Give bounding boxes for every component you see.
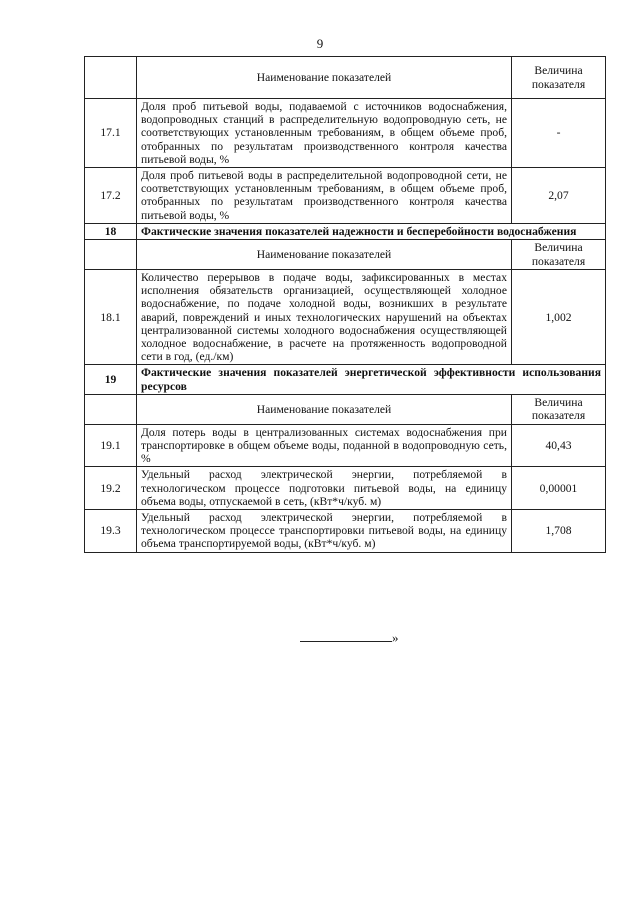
header-name-cell: Наименование показателей [137,240,512,270]
table-row [85,99,606,168]
section-row [85,223,606,239]
row-name: Удельный расход электрической энергии, потребляемой в технологическом процессе транспортировки питьевой воды, на единицу объема транспортируемой воды, (кВт*ч/куб. м) [137,510,512,553]
header-name-cell: Наименование показателей [137,57,512,99]
row-name: Доля проб питьевой воды в распределительной водопроводной сети, не соответствующих установленным требованиям, в общем объеме проб, отобранных по результатам производственного контроля качества питьевой воды, % [137,168,512,224]
row-number: 19.2 [85,467,137,510]
row-value: 1,708 [512,510,606,553]
end-underline [300,630,392,642]
indicators-table [84,56,606,553]
row-value: 40,43 [512,424,606,467]
end-mark [300,630,399,646]
table-row [85,424,606,467]
row-number: 19.1 [85,424,137,467]
table-row [85,510,606,553]
row-value: - [512,99,606,168]
header-name-cell: Наименование показателей [137,394,512,424]
header-num-cell [85,57,137,99]
row-number: 17.2 [85,168,137,224]
table-row [85,168,606,224]
header-num-cell [85,240,137,270]
row-value: 0,00001 [512,467,606,510]
header-num-cell [85,394,137,424]
table-row [85,467,606,510]
section-title: Фактические значения показателей надежности и бесперебойности водоснабжения [137,223,606,239]
table-header-row [85,57,606,99]
header-value-cell: Величина показателя [512,394,606,424]
table-row [85,270,606,365]
header-value-cell: Величина показателя [512,57,606,99]
page-number: 9 [316,36,324,51]
row-name: Доля проб питьевой воды, подаваемой с источников водоснабжения, водопроводных станций в распределительную водопроводную сеть, не соответствующих установленным требованиям, в общем объеме проб, отобранных по результатам производственного контроля качества питьевой воды, % [137,99,512,168]
section-number: 19 [85,365,137,394]
table-header-row [85,394,606,424]
end-quote: » [392,630,399,645]
row-number: 17.1 [85,99,137,168]
section-row [85,365,606,394]
row-number: 18.1 [85,270,137,365]
row-value: 2,07 [512,168,606,224]
row-name: Количество перерывов в подаче воды, зафиксированных в местах исполнения обязательств организацией, осуществляющей холодное водоснабжение, по подаче холодной воды, возникших в результате аварий, повреждений и иных технологических нарушений на объектах централизованной системы холодного водоснабжения осуществляющей холодное водоснабжение, в расчете на протяженность водопроводной сети в год, (ед./км) [137,270,512,365]
row-value: 1,002 [512,270,606,365]
table-header-row [85,240,606,270]
row-name: Доля потерь воды в централизованных системах водоснабжения при транспортировке в общем объеме воды, поданной в водопроводную сеть, % [137,424,512,467]
section-title: Фактические значения показателей энергетической эффективности использования ресурсов [137,365,606,394]
row-name: Удельный расход электрической энергии, потребляемой в технологическом процессе подготовки питьевой воды, на единицу объема воды, отпускаемой в сеть, (кВт*ч/куб. м) [137,467,512,510]
header-value-cell: Величина показателя [512,240,606,270]
row-number: 19.3 [85,510,137,553]
section-number: 18 [85,223,137,239]
